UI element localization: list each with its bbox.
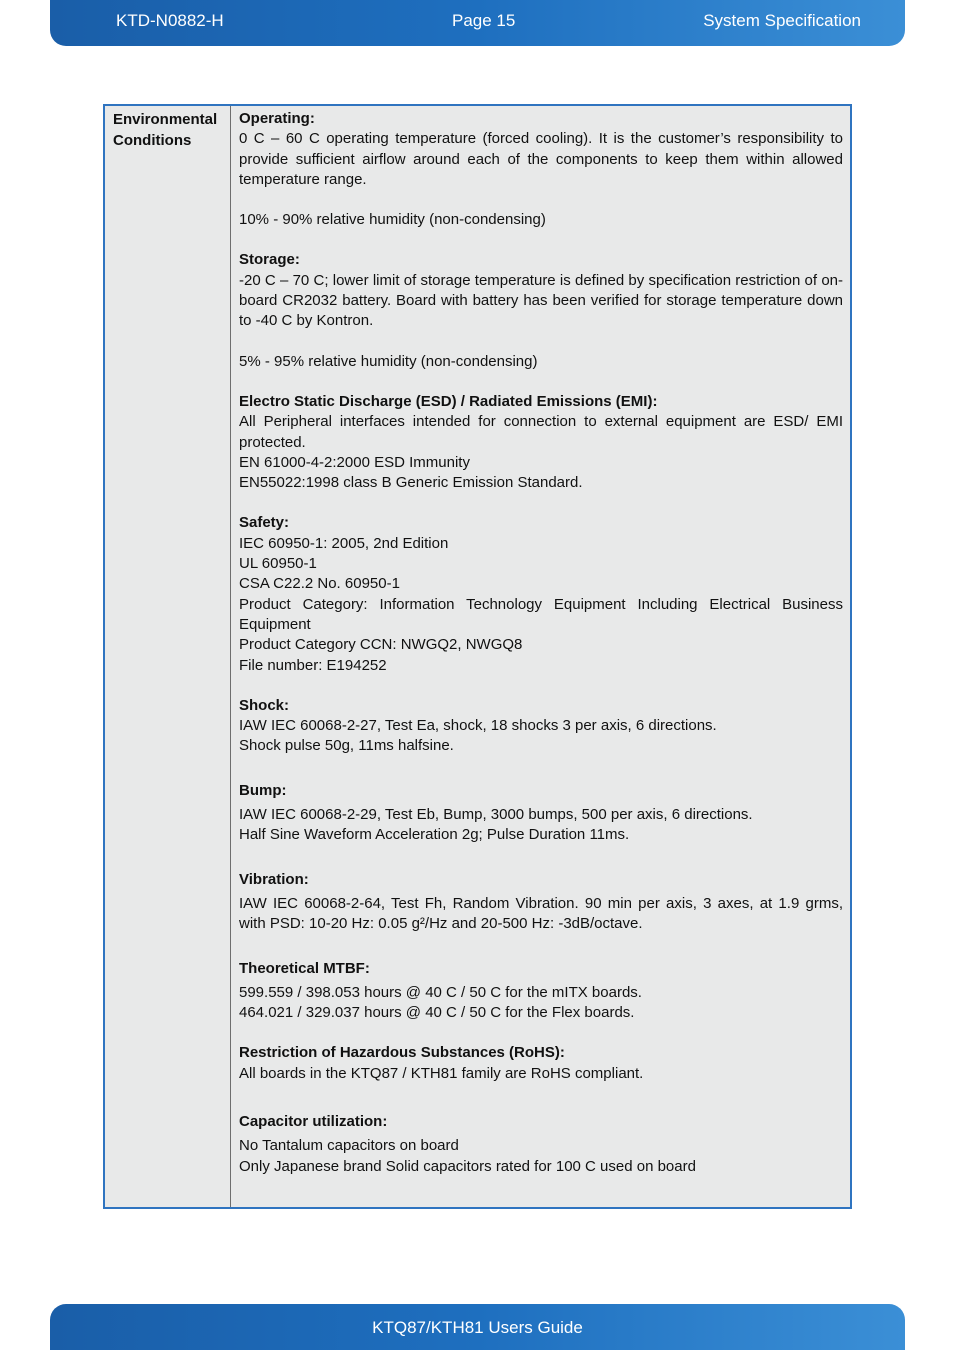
operating-heading: Operating: [239, 110, 315, 127]
storage-section [239, 250, 843, 371]
safety-section [239, 513, 843, 675]
shock-line-2: Shock pulse 50g, 11ms halfsine. [239, 737, 454, 755]
conditions-content [239, 109, 843, 1177]
esd-standard-2: EN55022:1998 class B Generic Emission Standard. [239, 474, 583, 492]
safety-line-3: CSA C22.2 No. 60950-1 [239, 575, 400, 593]
operating-humidity-text: 10% - 90% relative humidity (non-condensing) [239, 211, 546, 229]
vibration-section [239, 870, 843, 935]
section-title: System Specification [703, 11, 861, 30]
mtbf-line-2: 464.021 / 329.037 hours @ 40 C / 50 C for the Flex boards. [239, 1004, 635, 1022]
rohs-heading: Restriction of Hazardous Substances (RoHS): [239, 1044, 565, 1062]
mtbf-section [239, 959, 843, 1024]
guide-title: KTQ87/KTH81 Users Guide [372, 1318, 583, 1337]
esd-heading: Electro Static Discharge (ESD) / Radiated Emissions (EMI): [239, 392, 658, 410]
shock-line-1: IAW IEC 60068-2-27, Test Ea, shock, 18 shocks 3 per axis, 6 directions. [239, 717, 717, 735]
row-label: Environmental Conditions [113, 111, 218, 149]
storage-temperature-text: -20 C – 70 C; lower limit of storage temperature is defined by specification restriction of on-board CR2032 battery. Board with battery has been verified for storage temperature down to -40 C by Kontron. [239, 271, 843, 330]
capacitor-line-2: Only Japanese brand Solid capacitors rated for 100 C used on board [239, 1157, 696, 1175]
mtbf-heading: Theoretical MTBF: [239, 959, 370, 977]
column-divider [230, 106, 231, 1207]
capacitor-line-1: No Tantalum capacitors on board [239, 1137, 459, 1155]
bump-line-1: IAW IEC 60068-2-29, Test Eb, Bump, 3000 bumps, 500 per axis, 6 directions. [239, 806, 753, 824]
shock-section [239, 696, 843, 757]
rohs-section [239, 1043, 843, 1084]
safety-ccn: Product Category CCN: NWGQ2, NWGQ8 [239, 636, 523, 654]
document-id: KTD-N0882-H [116, 11, 224, 30]
capacitor-section [239, 1112, 843, 1177]
page-number: Page 15 [452, 11, 516, 30]
safety-product-category: Product Category: Information Technology Equipment Including Electrical Business Equipment [239, 595, 843, 633]
safety-heading: Safety: [239, 514, 290, 532]
environmental-conditions-table [103, 104, 852, 1209]
bump-line-2: Half Sine Waveform Acceleration 2g; Pulse Duration 11ms. [239, 826, 630, 844]
esd-section [239, 392, 843, 493]
capacitor-heading: Capacitor utilization: [239, 1112, 388, 1130]
shock-heading: Shock: [239, 696, 290, 714]
safety-line-1: IEC 60950-1: 2005, 2nd Edition [239, 534, 449, 552]
page-header [50, 0, 905, 46]
vibration-heading: Vibration: [239, 870, 309, 888]
operating-temperature-text: 0 C – 60 C operating temperature (forced cooling). It is the customer’s responsibility to provide sufficient airflow around each of the components to keep them within allowed temperature range. [239, 130, 843, 188]
vibration-text: IAW IEC 60068-2-64, Test Fh, Random Vibration. 90 min per axis, 3 axes, at 1.9 grms, with PSD: 10-20 Hz: 0.05 g²/Hz and 20-500 Hz: -3dB/octave. [239, 894, 843, 933]
esd-text: All Peripheral interfaces intended for connection to external equipment are ESD/ EMI protected. [239, 413, 843, 451]
bump-heading: Bump: [239, 781, 287, 799]
safety-file-number: File number: E194252 [239, 656, 387, 674]
bump-section [239, 781, 843, 846]
rohs-line-1: All boards in the KTQ87 / KTH81 family are RoHS compliant. [239, 1064, 644, 1082]
safety-line-2: UL 60950-1 [239, 555, 317, 573]
storage-humidity-text: 5% - 95% relative humidity (non-condensing) [239, 352, 538, 370]
mtbf-line-1: 599.559 / 398.053 hours @ 40 C / 50 C for the mITX boards. [239, 983, 642, 1001]
storage-heading: Storage: [239, 251, 300, 269]
esd-standard-1: EN 61000-4-2:2000 ESD Immunity [239, 453, 470, 471]
page-footer [50, 1304, 905, 1350]
operating-section [239, 109, 843, 230]
